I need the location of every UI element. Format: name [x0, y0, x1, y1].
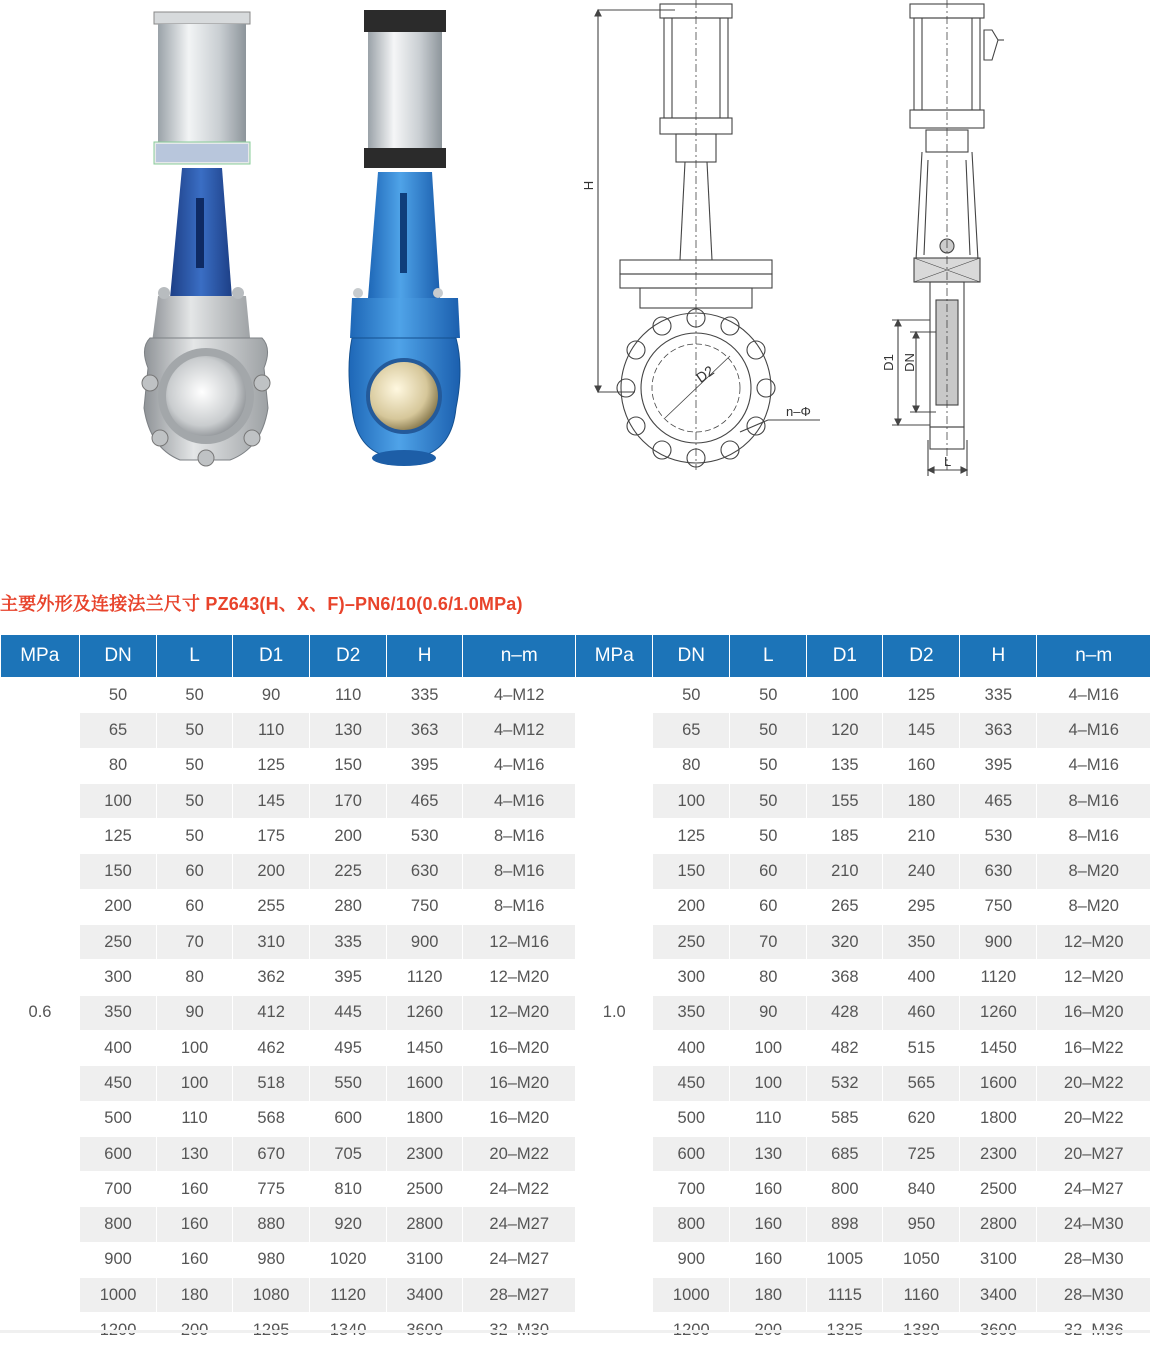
table-cell: 620	[883, 1101, 960, 1136]
table-cell: 100	[157, 1030, 233, 1065]
table-cell: 200	[233, 854, 310, 889]
table-row	[1, 748, 1150, 783]
table-cell: 700	[653, 1172, 730, 1207]
table-cell: 100	[807, 678, 883, 713]
table-cell: 2300	[387, 1136, 463, 1171]
table-row	[1, 783, 1150, 818]
table-cell: 4–M16	[463, 783, 576, 818]
table-cell: 12–M16	[463, 925, 576, 960]
table-cell: 550	[310, 1066, 387, 1101]
table-cell: 462	[233, 1030, 310, 1065]
table-row	[1, 889, 1150, 924]
table-cell: 160	[157, 1172, 233, 1207]
table-cell: 1260	[960, 995, 1037, 1030]
table-cell: 920	[310, 1207, 387, 1242]
table-cell: 160	[883, 748, 960, 783]
table-cell: 24–M30	[1037, 1207, 1150, 1242]
table-cell: 1450	[960, 1030, 1037, 1065]
table-cell: 412	[233, 995, 310, 1030]
table-header-row	[1, 635, 1150, 678]
table-cell: 900	[653, 1242, 730, 1277]
table-cell: 250	[653, 925, 730, 960]
table-cell: 1120	[310, 1278, 387, 1313]
table-cell: 170	[310, 783, 387, 818]
table-body	[1, 678, 1150, 1348]
table-cell: 145	[233, 783, 310, 818]
table-cell: 465	[387, 783, 463, 818]
table-cell: 4–M16	[1037, 678, 1150, 713]
pressure-cell-left: 0.6	[1, 678, 80, 1348]
table-cell: 50	[157, 748, 233, 783]
table-cell: 130	[157, 1136, 233, 1171]
table-cell: 518	[233, 1066, 310, 1101]
table-cell: 100	[730, 1030, 807, 1065]
column-header: D2	[883, 635, 960, 678]
table-cell: 1600	[960, 1066, 1037, 1101]
drawing-label-dn: DN	[902, 353, 917, 372]
table-cell: 8–M20	[1037, 889, 1150, 924]
table-cell: 20–M27	[1037, 1136, 1150, 1171]
table-cell: 600	[653, 1136, 730, 1171]
table-row	[1, 1172, 1150, 1207]
table-cell: 362	[233, 960, 310, 995]
table-cell: 130	[730, 1136, 807, 1171]
table-cell: 80	[730, 960, 807, 995]
drawing-label-l: L	[944, 454, 951, 469]
table-cell: 4–M16	[1037, 748, 1150, 783]
table-cell: 750	[387, 889, 463, 924]
table-cell: 180	[157, 1278, 233, 1313]
table-cell: 200	[80, 889, 157, 924]
table-cell: 840	[883, 1172, 960, 1207]
column-header: MPa	[576, 635, 653, 678]
table-row	[1, 1136, 1150, 1171]
column-header: D2	[310, 635, 387, 678]
table-cell: 630	[387, 854, 463, 889]
table-cell: 240	[883, 854, 960, 889]
table-cell: 3400	[960, 1278, 1037, 1313]
table-cell: 350	[80, 995, 157, 1030]
table-row	[1, 1207, 1150, 1242]
column-header: MPa	[1, 635, 80, 678]
table-cell: 3100	[387, 1242, 463, 1277]
table-cell: 1050	[883, 1242, 960, 1277]
table-cell: 1080	[233, 1278, 310, 1313]
table-cell: 100	[653, 783, 730, 818]
table-cell: 160	[730, 1207, 807, 1242]
table-cell: 880	[233, 1207, 310, 1242]
table-cell: 125	[653, 819, 730, 854]
table-cell: 150	[310, 748, 387, 783]
column-header: H	[387, 635, 463, 678]
table-row	[1, 960, 1150, 995]
table-cell: 1600	[387, 1066, 463, 1101]
table-cell: 950	[883, 1207, 960, 1242]
table-cell: 363	[387, 713, 463, 748]
column-header: D1	[233, 635, 310, 678]
table-cell: 450	[80, 1066, 157, 1101]
table-cell: 530	[960, 819, 1037, 854]
table-cell: 65	[80, 713, 157, 748]
table-cell: 685	[807, 1136, 883, 1171]
table-cell: 1115	[807, 1278, 883, 1313]
table-cell: 1800	[960, 1101, 1037, 1136]
table-cell: 50	[157, 713, 233, 748]
table-cell: 60	[730, 889, 807, 924]
table-cell: 125	[883, 678, 960, 713]
table-cell: 255	[233, 889, 310, 924]
table-cell: 4–M12	[463, 678, 576, 713]
table-cell: 50	[80, 678, 157, 713]
table-cell: 775	[233, 1172, 310, 1207]
table-cell: 482	[807, 1030, 883, 1065]
table-cell: 1450	[387, 1030, 463, 1065]
drawing-label-n-phi: n–Φ	[786, 404, 811, 419]
table-cell: 135	[807, 748, 883, 783]
page-title: 主要外形及连接法兰尺寸 PZ643(H、X、F)–PN6/10(0.6/1.0MPa)	[0, 590, 523, 616]
table-cell: 705	[310, 1136, 387, 1171]
table-cell: 750	[960, 889, 1037, 924]
table-cell: 125	[233, 748, 310, 783]
table-cell: 160	[730, 1242, 807, 1277]
table-cell: 800	[807, 1172, 883, 1207]
table-cell: 110	[730, 1101, 807, 1136]
table-cell: 265	[807, 889, 883, 924]
table-cell: 12–M20	[1037, 925, 1150, 960]
table-cell: 1160	[883, 1278, 960, 1313]
dimension-table	[0, 635, 1150, 1348]
table-cell: 295	[883, 889, 960, 924]
table-cell: 900	[387, 925, 463, 960]
table-cell: 465	[960, 783, 1037, 818]
table-cell: 585	[807, 1101, 883, 1136]
table-cell: 2800	[387, 1207, 463, 1242]
table-cell: 210	[807, 854, 883, 889]
table-cell: 2500	[960, 1172, 1037, 1207]
table-cell: 150	[80, 854, 157, 889]
table-cell: 2800	[960, 1207, 1037, 1242]
table-cell: 145	[883, 713, 960, 748]
table-cell: 70	[157, 925, 233, 960]
table-cell: 50	[730, 748, 807, 783]
table-cell: 400	[80, 1030, 157, 1065]
product-figures	[0, 0, 1150, 560]
drawing-label-d2: D2	[693, 362, 717, 385]
table-cell: 280	[310, 889, 387, 924]
table-cell: 200	[310, 819, 387, 854]
table-cell: 24–M27	[463, 1242, 576, 1277]
table-cell: 363	[960, 713, 1037, 748]
table-cell: 8–M16	[463, 854, 576, 889]
table-cell: 80	[80, 748, 157, 783]
column-header: DN	[653, 635, 730, 678]
table-cell: 700	[80, 1172, 157, 1207]
table-cell: 1800	[387, 1101, 463, 1136]
table-cell: 300	[80, 960, 157, 995]
table-cell: 110	[310, 678, 387, 713]
table-cell: 450	[653, 1066, 730, 1101]
table-cell: 100	[730, 1066, 807, 1101]
table-cell: 250	[80, 925, 157, 960]
table-cell: 8–M16	[1037, 819, 1150, 854]
table-cell: 670	[233, 1136, 310, 1171]
column-header: n–m	[463, 635, 576, 678]
table-cell: 1260	[387, 995, 463, 1030]
table-cell: 160	[157, 1207, 233, 1242]
table-cell: 110	[157, 1101, 233, 1136]
table-cell: 428	[807, 995, 883, 1030]
table-cell: 50	[730, 783, 807, 818]
table-row	[1, 1242, 1150, 1277]
table-cell: 20–M22	[1037, 1066, 1150, 1101]
table-cell: 50	[157, 783, 233, 818]
table-cell: 125	[80, 819, 157, 854]
table-cell: 600	[310, 1101, 387, 1136]
table-cell: 24–M27	[1037, 1172, 1150, 1207]
column-header: H	[960, 635, 1037, 678]
table-cell: 100	[80, 783, 157, 818]
drawing-label-d1: D1	[881, 354, 896, 371]
column-header: D1	[807, 635, 883, 678]
table-cell: 800	[80, 1207, 157, 1242]
table-cell: 110	[233, 713, 310, 748]
table-cell: 100	[157, 1066, 233, 1101]
table-cell: 3400	[387, 1278, 463, 1313]
table-cell: 150	[653, 854, 730, 889]
table-cell: 532	[807, 1066, 883, 1101]
table-cell: 12–M20	[463, 995, 576, 1030]
table-row	[1, 925, 1150, 960]
table-cell: 50	[730, 713, 807, 748]
table-cell: 175	[233, 819, 310, 854]
table-cell: 400	[883, 960, 960, 995]
table-cell: 320	[807, 925, 883, 960]
table-cell: 120	[807, 713, 883, 748]
table-cell: 12–M20	[463, 960, 576, 995]
table-cell: 800	[653, 1207, 730, 1242]
table-cell: 335	[310, 925, 387, 960]
table-cell: 630	[960, 854, 1037, 889]
table-cell: 16–M20	[1037, 995, 1150, 1030]
table-cell: 350	[653, 995, 730, 1030]
table-cell: 80	[157, 960, 233, 995]
table-cell: 80	[653, 748, 730, 783]
table-cell: 20–M22	[1037, 1101, 1150, 1136]
table-cell: 50	[653, 678, 730, 713]
table-cell: 1000	[80, 1278, 157, 1313]
table-cell: 980	[233, 1242, 310, 1277]
table-row	[1, 1066, 1150, 1101]
table-cell: 24–M22	[463, 1172, 576, 1207]
column-header: n–m	[1037, 635, 1150, 678]
table-cell: 445	[310, 995, 387, 1030]
pressure-cell-right: 1.0	[576, 678, 653, 1348]
table-cell: 8–M16	[463, 889, 576, 924]
table-cell: 50	[730, 819, 807, 854]
blue-valve-photo	[342, 8, 467, 468]
table-row	[1, 1101, 1150, 1136]
table-cell: 335	[960, 678, 1037, 713]
table-cell: 20–M22	[463, 1136, 576, 1171]
table-cell: 460	[883, 995, 960, 1030]
table-cell: 900	[960, 925, 1037, 960]
table-cell: 568	[233, 1101, 310, 1136]
table-cell: 90	[730, 995, 807, 1030]
drawing-label-h: H	[581, 181, 596, 190]
table-row	[1, 854, 1150, 889]
table-cell: 1005	[807, 1242, 883, 1277]
table-cell: 28–M30	[1037, 1278, 1150, 1313]
table-cell: 310	[233, 925, 310, 960]
table-cell: 130	[310, 713, 387, 748]
table-cell: 335	[387, 678, 463, 713]
table-cell: 500	[80, 1101, 157, 1136]
table-cell: 2500	[387, 1172, 463, 1207]
table-cell: 70	[730, 925, 807, 960]
table-row	[1, 819, 1150, 854]
table-cell: 400	[653, 1030, 730, 1065]
column-header: L	[157, 635, 233, 678]
table-cell: 90	[157, 995, 233, 1030]
column-header: L	[730, 635, 807, 678]
table-cell: 225	[310, 854, 387, 889]
table-cell: 395	[310, 960, 387, 995]
stainless-valve-photo	[140, 8, 280, 468]
table-cell: 155	[807, 783, 883, 818]
table-cell: 185	[807, 819, 883, 854]
table-cell: 12–M20	[1037, 960, 1150, 995]
table-cell: 60	[157, 854, 233, 889]
table-cell: 50	[730, 678, 807, 713]
table-cell: 1120	[387, 960, 463, 995]
column-header: DN	[80, 635, 157, 678]
table-cell: 50	[157, 819, 233, 854]
table-cell: 90	[233, 678, 310, 713]
table-cell: 50	[157, 678, 233, 713]
table-cell: 368	[807, 960, 883, 995]
table-cell: 4–M12	[463, 713, 576, 748]
table-cell: 180	[883, 783, 960, 818]
table-cell: 16–M20	[463, 1101, 576, 1136]
table-cell: 1020	[310, 1242, 387, 1277]
table-cell: 160	[157, 1242, 233, 1277]
table-cell: 8–M20	[1037, 854, 1150, 889]
table-cell: 1120	[960, 960, 1037, 995]
table-cell: 1000	[653, 1278, 730, 1313]
table-cell: 160	[730, 1172, 807, 1207]
table-cell: 16–M20	[463, 1030, 576, 1065]
table-cell: 300	[653, 960, 730, 995]
table-cell: 210	[883, 819, 960, 854]
table-cell: 565	[883, 1066, 960, 1101]
table-row	[1, 1278, 1150, 1313]
table-cell: 530	[387, 819, 463, 854]
table-cell: 8–M16	[1037, 783, 1150, 818]
table-cell: 28–M27	[463, 1278, 576, 1313]
table-row	[1, 995, 1150, 1030]
table-cell: 16–M20	[463, 1066, 576, 1101]
table-cell: 28–M30	[1037, 1242, 1150, 1277]
table-cell: 515	[883, 1030, 960, 1065]
table-cell: 60	[157, 889, 233, 924]
table-cell: 350	[883, 925, 960, 960]
table-cell: 395	[960, 748, 1037, 783]
table-cell: 24–M27	[463, 1207, 576, 1242]
table-cell: 4–M16	[463, 748, 576, 783]
table-cell: 395	[387, 748, 463, 783]
side-view-drawing	[880, 0, 1020, 480]
table-cell: 200	[653, 889, 730, 924]
table-cell: 600	[80, 1136, 157, 1171]
table-cell: 2300	[960, 1136, 1037, 1171]
table-cell: 500	[653, 1101, 730, 1136]
table-cell: 8–M16	[463, 819, 576, 854]
table-cell: 725	[883, 1136, 960, 1171]
table-cell: 65	[653, 713, 730, 748]
table-row	[1, 678, 1150, 713]
table-row	[1, 713, 1150, 748]
table-cell: 180	[730, 1278, 807, 1313]
table-cell: 900	[80, 1242, 157, 1277]
table-cell: 60	[730, 854, 807, 889]
table-row	[1, 1030, 1150, 1065]
table-cell: 4–M16	[1037, 713, 1150, 748]
table-cell: 810	[310, 1172, 387, 1207]
table-cell: 3100	[960, 1242, 1037, 1277]
table-cell: 16–M22	[1037, 1030, 1150, 1065]
table-cell: 898	[807, 1207, 883, 1242]
table-cell: 495	[310, 1030, 387, 1065]
